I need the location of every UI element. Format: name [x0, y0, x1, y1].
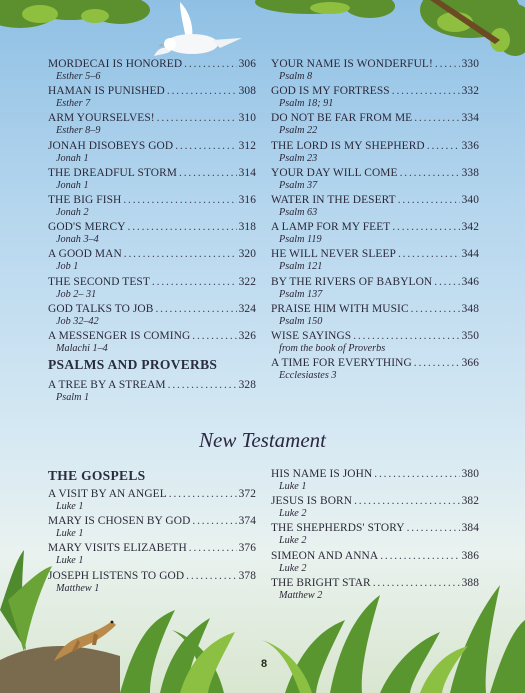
lizard-icon: [50, 605, 120, 665]
page-ref-number: 306: [238, 58, 256, 70]
toc-entry: [271, 357, 479, 382]
page-ref-number: 378: [238, 569, 256, 582]
toc-entry: [48, 140, 256, 165]
new-testament-heading: New Testament: [199, 428, 326, 452]
toc-entry: [48, 379, 256, 404]
page-ref-number: 342: [461, 221, 479, 234]
toc-entry: [271, 276, 479, 301]
scripture-reference: Jonah 1: [56, 152, 89, 164]
page-ref-number: 336: [461, 139, 479, 152]
story-title: A TIME FOR EVERYTHING: [271, 357, 412, 370]
toc-entry-line: [271, 468, 479, 481]
toc-entry: [48, 221, 256, 246]
contents-column-right-top: [271, 58, 479, 384]
toc-entry: [271, 85, 479, 110]
scripture-reference: Psalm 37: [279, 179, 318, 191]
story-title: THE DREADFUL STORM: [48, 166, 178, 179]
story-title: JOSEPH LISTENS TO GOD: [48, 569, 185, 582]
scripture-reference: Psalm 63: [279, 206, 318, 218]
dot-leader: [179, 167, 237, 180]
story-title: THE BRIGHT STAR: [271, 576, 371, 589]
toc-entry-line: [48, 112, 256, 125]
toc-entry-line: [48, 58, 256, 71]
page-ref-number: 376: [238, 542, 256, 555]
dot-leader: [152, 276, 237, 289]
page-ref-number: 366: [461, 357, 479, 370]
dot-leader: [192, 515, 236, 528]
toc-entry: [271, 330, 479, 355]
toc-entry-line: [271, 495, 479, 508]
toc-entry-line: [48, 167, 256, 180]
story-title: A MESSENGER IS COMING: [48, 329, 191, 342]
toc-entry: [48, 488, 256, 513]
page-ref-number: 320: [238, 248, 256, 261]
story-title: HAMAN IS PUNISHED: [48, 85, 165, 98]
story-title: PRAISE HIM WITH MUSIC: [271, 302, 409, 315]
story-title: THE SECOND TEST: [48, 275, 150, 288]
story-title: A LAMP FOR MY FEET: [271, 221, 391, 234]
toc-entry: [271, 167, 479, 192]
toc-entry-line: [271, 221, 479, 234]
toc-entry: [271, 194, 479, 219]
page-ref-number: 338: [461, 166, 479, 179]
story-title: YOUR NAME IS WONDERFUL!: [271, 58, 433, 70]
story-title: GOD IS MY FORTRESS: [271, 85, 390, 98]
dot-leader: [155, 303, 236, 316]
story-title: GOD TALKS TO JOB: [48, 302, 154, 315]
dot-leader: [192, 330, 236, 343]
dot-leader: [354, 495, 460, 508]
dot-leader: [124, 248, 237, 261]
toc-entry-line: [271, 276, 479, 289]
dot-leader: [398, 248, 460, 261]
page-ref-number: 348: [461, 302, 479, 315]
scripture-reference: Jonah 3–4: [56, 234, 99, 246]
scripture-reference: Psalm 119: [279, 234, 322, 246]
toc-entry-line: [48, 276, 256, 289]
page-ref-number: 380: [461, 468, 479, 480]
toc-entry: [271, 303, 479, 328]
toc-entry: [48, 276, 256, 301]
scripture-reference: Psalm 121: [279, 261, 323, 273]
dot-leader: [435, 58, 460, 71]
page-ref-number: 350: [461, 329, 479, 342]
story-title: THE LORD IS MY SHEPHERD: [271, 139, 425, 152]
scripture-reference: Luke 1: [56, 528, 84, 540]
page-ref-number: 384: [461, 522, 479, 535]
toc-entry: [48, 167, 256, 192]
story-title: ARM YOURSELVES!: [48, 112, 155, 125]
toc-entry-line: [271, 58, 479, 71]
toc-entry-line: [271, 303, 479, 316]
page-ref-number: 344: [461, 248, 479, 261]
dot-leader: [374, 468, 459, 481]
story-title: MARY IS CHOSEN BY GOD: [48, 515, 191, 528]
dot-leader: [353, 330, 459, 343]
story-title: YOUR DAY WILL COME: [271, 166, 398, 179]
scripture-reference: Esther 7: [56, 98, 91, 110]
scripture-reference: Jonah 2: [56, 206, 89, 218]
story-title: THE BIG FISH: [48, 193, 122, 206]
page-ref-number: 318: [238, 221, 256, 234]
scripture-reference: Psalm 150: [279, 315, 323, 327]
scripture-reference: Psalm 18; 91: [279, 98, 334, 110]
story-title: HE WILL NEVER SLEEP: [271, 248, 396, 261]
dove-icon: [150, 0, 245, 62]
toc-entry: [48, 248, 256, 273]
story-title: WATER IN THE DESERT: [271, 193, 396, 206]
toc-entry-line: [48, 515, 256, 528]
dot-leader: [434, 276, 459, 289]
page-ref-number: 382: [461, 495, 479, 508]
page-ref-number: 312: [238, 139, 256, 152]
page-ref-number: 328: [238, 379, 256, 392]
scripture-reference: Job 32–42: [56, 315, 99, 327]
page-number: 8: [260, 658, 268, 670]
scripture-reference: Ecclesiastes 3: [279, 370, 337, 382]
toc-entry: [48, 515, 256, 540]
story-title: HIS NAME IS JOHN: [271, 468, 373, 480]
toc-entry-line: [48, 85, 256, 98]
page-ref-number: 334: [461, 112, 479, 125]
dot-leader: [123, 194, 236, 207]
section-heading: THE GOSPELS: [48, 468, 146, 483]
page-ref-number: 322: [238, 275, 256, 288]
scripture-reference: Luke 1: [56, 501, 84, 512]
story-title: JONAH DISOBEYS GOD: [48, 139, 174, 152]
page-ref-number: 346: [461, 275, 479, 288]
scripture-reference: Psalm 137: [279, 288, 323, 300]
dot-leader: [398, 194, 460, 207]
story-title: SIMEON AND ANNA: [271, 549, 379, 562]
dot-leader: [392, 85, 460, 98]
section-heading: PSALMS AND PROVERBS: [48, 357, 218, 373]
story-title: A VISIT BY AN ANGEL: [48, 488, 167, 500]
scripture-reference: Psalm 22: [279, 125, 318, 137]
toc-entry-line: [48, 488, 256, 501]
dot-leader: [392, 221, 459, 234]
scripture-reference: Jonah 1: [56, 179, 89, 191]
scripture-reference: Malachi 1–4: [56, 342, 108, 354]
page-ref-number: 374: [238, 515, 256, 528]
toc-entry-line: [48, 194, 256, 207]
toc-entry-line: [271, 112, 479, 125]
toc-entry-line: [271, 167, 479, 180]
toc-entry-line: [271, 248, 479, 261]
page-ref-number: 316: [238, 193, 256, 206]
toc-entry-line: [48, 140, 256, 153]
page-ref-number: 326: [238, 329, 256, 342]
story-title: GOD'S MERCY: [48, 221, 126, 234]
dot-leader: [407, 522, 460, 535]
toc-entry-line: [48, 330, 256, 343]
toc-entry-line: [48, 379, 256, 392]
story-title: A GOOD MAN: [48, 248, 122, 261]
toc-entry: [271, 112, 479, 137]
dot-leader: [414, 357, 460, 370]
page-ref-number: 330: [461, 58, 479, 70]
dot-leader: [169, 488, 237, 501]
story-title: MARY VISITS ELIZABETH: [48, 542, 187, 555]
toc-entry: [48, 303, 256, 328]
scripture-reference: Luke 2: [279, 508, 307, 520]
story-title: MORDECAI IS HONORED: [48, 58, 183, 70]
toc-entry: [271, 140, 479, 165]
toc-entry-line: [271, 522, 479, 535]
story-title: A TREE BY A STREAM: [48, 379, 166, 392]
toc-entry-line: [271, 140, 479, 153]
toc-entry: [48, 112, 256, 137]
scripture-reference: Luke 2: [279, 562, 307, 574]
scripture-reference: Luke 2: [279, 535, 307, 547]
scripture-reference: Luke 1: [279, 481, 307, 492]
toc-entry-line: [271, 330, 479, 343]
toc-entry-line: [271, 357, 479, 370]
toc-entry: [271, 221, 479, 246]
scripture-reference: Psalm 1: [56, 392, 90, 404]
page-ref-number: 386: [461, 549, 479, 562]
dot-leader: [157, 112, 237, 125]
page-ref-number: 310: [238, 112, 256, 125]
scripture-reference: Esther 8–9: [56, 125, 101, 137]
story-title: JESUS IS BORN: [271, 495, 353, 508]
page-ref-number: 388: [461, 576, 479, 589]
toc-entry: [271, 58, 479, 83]
toc-entry: [271, 468, 479, 493]
toc-entry: [48, 194, 256, 219]
scripture-reference: Luke 1: [56, 555, 84, 567]
page-ref-number: 332: [461, 85, 479, 98]
toc-entry: [48, 330, 256, 355]
dot-leader: [184, 58, 236, 71]
page-ref-number: 314: [238, 166, 256, 179]
toc-entry: [48, 58, 256, 83]
scripture-reference: Psalm 8: [279, 71, 313, 82]
story-title: THE SHEPHERDS' STORY: [271, 522, 405, 535]
dot-leader: [168, 379, 237, 392]
contents-column-left-top: [48, 58, 256, 406]
page-ref-number: 308: [238, 85, 256, 98]
toc-entry-line: [48, 303, 256, 316]
dot-leader: [411, 303, 460, 316]
story-title: DO NOT BE FAR FROM ME: [271, 112, 413, 125]
toc-entry: [271, 495, 479, 520]
scripture-reference: Matthew 2: [279, 589, 323, 601]
toc-entry-line: [48, 248, 256, 261]
dot-leader: [167, 85, 237, 98]
toc-entry-line: [48, 221, 256, 234]
toc-entry: [48, 85, 256, 110]
scripture-reference: Job 2– 31: [56, 288, 97, 300]
page-ref-number: 340: [461, 193, 479, 206]
scripture-reference: from the book of Proverbs: [279, 342, 386, 354]
dot-leader: [400, 167, 460, 180]
page-ref-number: 372: [238, 488, 256, 500]
dot-leader: [128, 221, 237, 234]
toc-entry-line: [271, 194, 479, 207]
toc-entry-line: [271, 85, 479, 98]
scripture-reference: Matthew 1: [56, 582, 100, 594]
page-ref-number: 324: [238, 302, 256, 315]
dot-leader: [427, 140, 460, 153]
story-title: WISE SAYINGS: [271, 329, 352, 342]
scripture-reference: Job 1: [56, 261, 79, 273]
dot-leader: [414, 112, 459, 125]
scripture-reference: Esther 5–6: [56, 71, 101, 82]
toc-entry: [271, 248, 479, 273]
dot-leader: [175, 140, 236, 153]
scripture-reference: Psalm 23: [279, 152, 318, 164]
story-title: BY THE RIVERS OF BABYLON: [271, 275, 433, 288]
